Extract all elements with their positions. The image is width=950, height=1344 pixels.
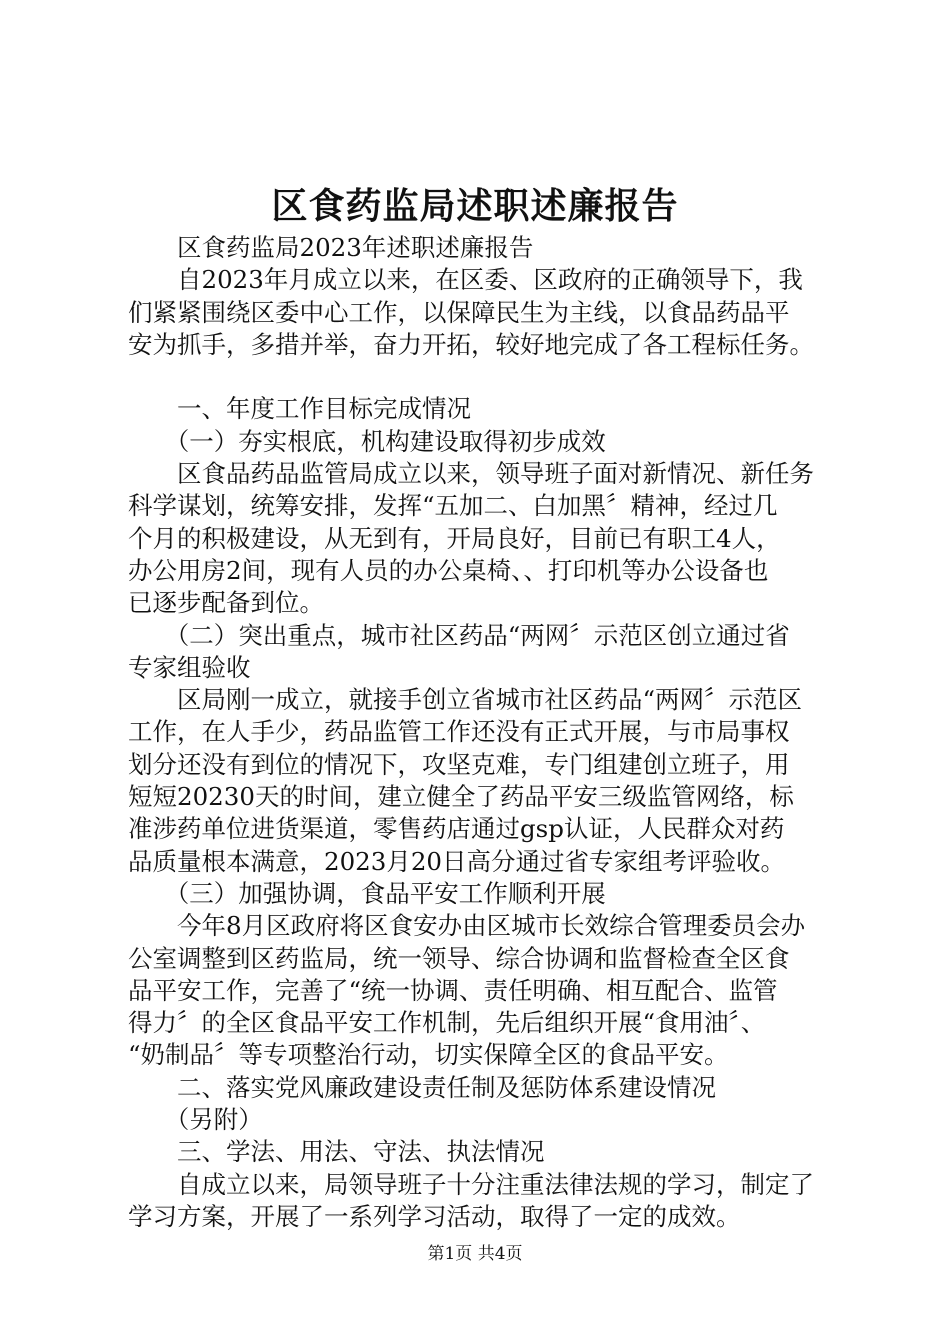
document-body	[128, 232, 838, 1233]
body-line: 公室调整到区药监局，统一领导、综合协调和监督检查全区食	[128, 943, 790, 973]
body-line: 短短20230天的时间，建立健全了药品平安三级监管网络，标	[128, 782, 794, 812]
body-line: 们紧紧围绕区委中心工作，以保障民生为主线，以食品药品平	[128, 297, 790, 327]
body-line: 工作，在人手少，药品监管工作还没有正式开展，与市局事权	[128, 717, 790, 747]
body-line: 区局刚一成立，就接手创立省城市社区药品“两网〞示范区	[128, 685, 803, 715]
body-line: （三）加强协调，食品平安工作顺利开展	[128, 878, 606, 908]
body-line: 今年8月区政府将区食安办由区城市长效综合管理委员会办	[128, 911, 806, 941]
body-line: “奶制品〞等专项整治行动，切实保障全区的食品平安。	[128, 1040, 729, 1070]
body-line: 安为抓手，多措并举，奋力开拓，较好地完成了各工程标任务。	[128, 329, 814, 359]
body-line: 三、学法、用法、守法、执法情况	[128, 1137, 545, 1167]
document-title: 区食药监局述职述廉报告	[271, 185, 679, 227]
body-line: 得力〞的全区食品平安工作机制，先后组织开展“食用油〞、	[128, 1008, 766, 1038]
paragraph-gap	[128, 361, 838, 393]
body-line: 区食药监局2023年述职述廉报告	[128, 233, 534, 262]
body-line: 自成立以来，局领导班子十分注重法律法规的学习，制定了	[128, 1169, 814, 1199]
body-line: （二）突出重点，城市社区药品“两网〞示范区创立通过省	[128, 620, 790, 650]
body-line: 品质量根本满意，2023月20日高分通过省专家组考评验收。	[128, 846, 786, 876]
body-line: 办公用房2间，现有人员的办公桌椅、、打印机等办公设备也	[128, 555, 769, 585]
body-line: 一、年度工作目标完成情况	[128, 394, 471, 424]
body-line: 品平安工作，完善了“统一协调、责任明确、相互配合、监管	[128, 975, 778, 1005]
body-line: 区食品药品监管局成立以来，领导班子面对新情况、新任务	[128, 459, 814, 489]
page-footer: 第1页 共4页	[427, 1244, 523, 1264]
body-line: 专家组验收	[128, 652, 251, 682]
body-line: 个月的积极建设，从无到有，开局良好，目前已有职工4人，	[128, 523, 781, 553]
body-line: 科学谋划，统筹安排，发挥“五加二、白加黑〞精神，经过几	[128, 491, 778, 521]
body-line: 准涉药单位进货渠道，零售药店通过gsp认证，人民群众对药	[128, 814, 785, 844]
body-line: （一）夯实根底，机构建设取得初步成效	[128, 426, 606, 456]
body-line: 划分还没有到位的情况下，攻坚克难，专门组建创立班子，用	[128, 749, 790, 779]
body-line: 学习方案，开展了一系列学习活动，取得了一定的成效。	[128, 1201, 741, 1231]
body-line: （另附）	[128, 1105, 263, 1135]
body-line: 二、落实党风廉政建设责任制及惩防体系建设情况	[128, 1072, 716, 1102]
body-line: 自2023年月成立以来，在区委、区政府的正确领导下，我	[128, 265, 803, 295]
body-line: 已逐步配备到位。	[128, 588, 324, 618]
